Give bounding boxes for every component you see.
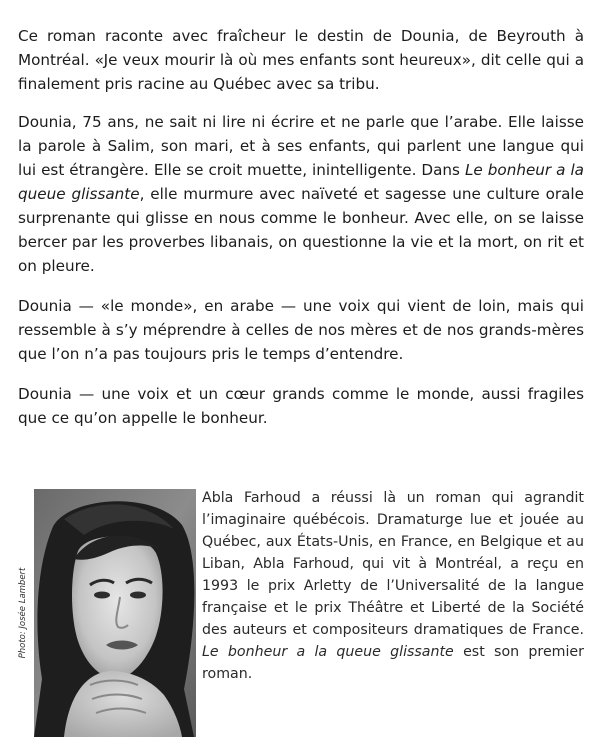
author-portrait-image	[34, 489, 196, 737]
summary-paragraph-3: Dounia — «le monde», en arabe — une voix qui vient de loin, mais qui ressemble à s’y méprendre à celles de nos mères et de nos grands-mères que l’on n’a pas toujours pris le temps d’entendre.	[18, 297, 584, 363]
book-title-italic: Le bonheur a la queue glissante	[18, 161, 584, 203]
summary-paragraph-4: Dounia — une voix et un cœur grands comme le monde, aussi fragiles que ce qu’on appelle le bonheur.	[18, 385, 584, 427]
summary-paragraph-2	[18, 110, 584, 278]
author-photo-block	[14, 489, 196, 737]
summary-paragraph-2-start: Dounia, 75 ans, ne sait ni lire ni écrire et ne parle que l’arabe. Elle laisse la parole à Salim, son mari, et à ses enfants, qui parlent une langue qui lui est étrangère. Elle se croit muette, inintelligente. Dans	[18, 113, 584, 179]
summary-paragraph-2-end: , elle murmure avec naïveté et sagesse une culture orale surprenante qui glisse en nous comme le bonheur. Avec elle, on se laisse bercer par les proverbes libanais, on questionne la vie et la mort, on rit et on pleure.	[18, 185, 584, 275]
author-bio-text: Abla Farhoud a réussi là un roman qui agrandit l’imaginaire québécois. Dramaturge lue et jouée au Québec, aux États-Unis, en France, en Belgique et au Liban, Abla Farhoud, qui vit à Montréal, a reçu en 1993 le prix Arletty de l’Universalité de la langue française et le prix Théâtre et Liberté de la Société des auteurs et compositeurs dramatiques de France.	[202, 490, 584, 638]
author-bio	[202, 487, 584, 685]
photo-credit	[14, 489, 32, 737]
author-bio-text-end: est son premier roman.	[202, 644, 584, 682]
back-cover-summary	[18, 24, 584, 444]
author-bio-book-title: Le bonheur a la queue glissante	[202, 644, 454, 660]
photo-credit-text: Photo: Josée Lambert	[18, 567, 28, 659]
summary-paragraph-1: Ce roman raconte avec fraîcheur le destin de Dounia, de Beyrouth à Montréal. «Je veux mourir là où mes enfants sont heureux», dit celle qui a finalement pris racine au Québec avec sa tribu.	[18, 27, 584, 93]
author-bio-paragraph	[202, 487, 584, 685]
author-portrait	[34, 489, 196, 737]
